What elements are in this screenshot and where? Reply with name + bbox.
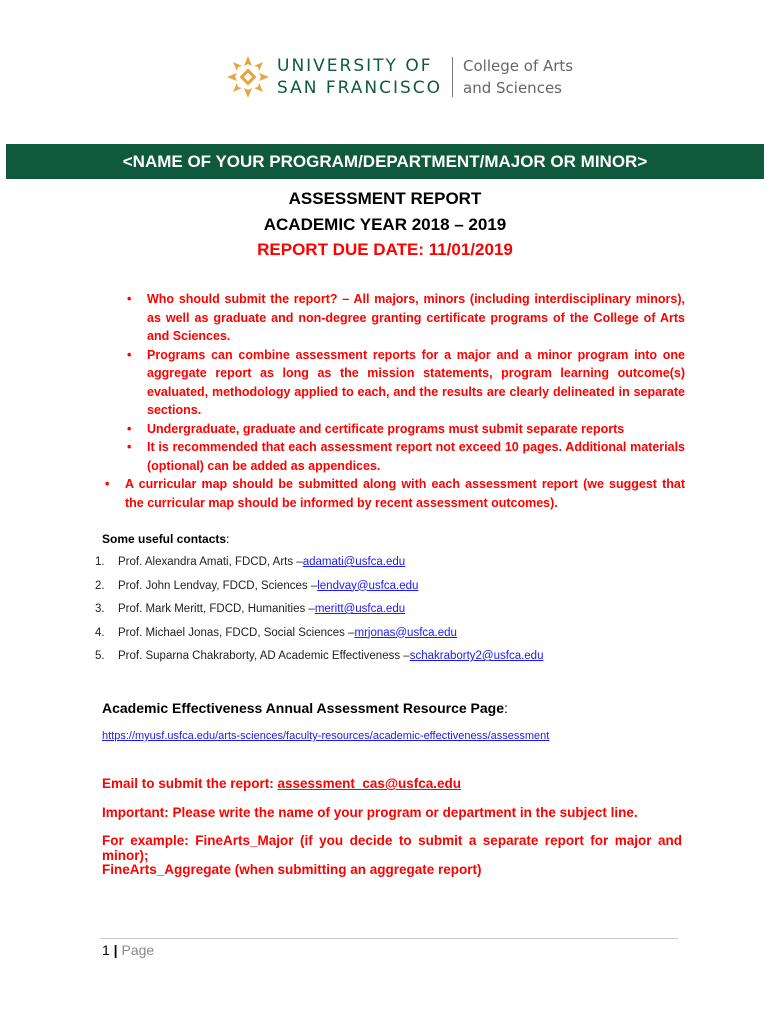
logo-university-line1: UNIVERSITY OF bbox=[277, 56, 433, 76]
list-item: • A curricular map should be submitted along with each assessment report (we suggest that the curricular map should be informed by recent assessment outcomes). bbox=[105, 477, 685, 510]
logo-college-line2: and Sciences bbox=[463, 79, 562, 97]
email-link[interactable]: mrjonas@usfca.edu bbox=[354, 626, 457, 639]
example-note: For example: FineArts_Major (if you decide to submit a separate report for major and minor); bbox=[102, 833, 682, 863]
list-item: 5. Prof. Suparna Chakraborty, AD Academic Effectiveness – schakraborty2@usfca.edu bbox=[95, 650, 543, 674]
list-item: 2. Prof. John Lendvay, FDCD, Sciences – lendvay@usfca.edu bbox=[95, 580, 543, 604]
bullet-icon: • bbox=[127, 440, 132, 454]
page-number: 1 bbox=[102, 942, 110, 958]
list-item: • Who should submit the report? – All majors, minors (including interdisciplinary minors), as well as graduate and non-degree granting certificate programs of the College of Arts and Sciences. bbox=[127, 292, 685, 343]
list-item: 1. Prof. Alexandra Amati, FDCD, Arts – adamati@usfca.edu bbox=[95, 556, 543, 580]
list-item: 4. Prof. Michael Jonas, FDCD, Social Sciences – mrjonas@usfca.edu bbox=[95, 627, 543, 651]
resource-heading: Academic Effectiveness Annual Assessment Resource Page: bbox=[102, 700, 508, 716]
list-item: • Undergraduate, graduate and certificate programs must submit separate reports bbox=[105, 420, 685, 439]
logo-divider bbox=[452, 57, 453, 97]
list-item: • It is recommended that each assessment report not exceed 10 pages. Additional materials (optional) can be added as appendices. bbox=[127, 440, 685, 473]
list-item: • Programs can combine assessment reports for a major and a minor program into one aggregate report as long as the mission statements, program learning outcome(s) evaluated, methodology applied to each, and the results are clearly delineated in separate sections. bbox=[127, 347, 685, 417]
instructions-list bbox=[105, 290, 685, 512]
bullet-icon: • bbox=[127, 292, 132, 306]
email-line: Email to submit the report: assessment_cas@usfca.edu bbox=[102, 776, 462, 791]
academic-year: ACADEMIC YEAR 2018 – 2019 bbox=[263, 215, 507, 234]
submission-instructions bbox=[102, 776, 682, 890]
bullet-icon: • bbox=[127, 347, 132, 362]
due-date: REPORT DUE DATE: 11/01/2019 bbox=[257, 240, 513, 259]
submission-email-link[interactable]: assessment_cas@usfca.edu bbox=[277, 776, 462, 791]
report-title: ASSESSMENT REPORT bbox=[288, 189, 482, 208]
contacts-heading: Some useful contacts: bbox=[102, 532, 230, 546]
logo-university-line2: SAN FRANCISCO bbox=[277, 78, 443, 98]
program-name-banner: <NAME OF YOUR PROGRAM/DEPARTMENT/MAJOR OR MINOR> bbox=[6, 144, 764, 179]
page-footer: 1 | Page bbox=[102, 942, 155, 958]
footer-divider bbox=[100, 938, 678, 939]
email-link[interactable]: schakraborty2@usfca.edu bbox=[409, 650, 544, 662]
bullet-icon: • bbox=[105, 477, 110, 491]
usf-logo bbox=[225, 52, 573, 102]
aggregate-note: FineArts_Aggregate (when submitting an aggregate report) bbox=[102, 861, 482, 877]
email-link[interactable]: lendvay@usfca.edu bbox=[317, 579, 419, 592]
resource-page-link[interactable]: https://myusf.usfca.edu/arts-sciences/faculty-resources/academic-effectiveness/assessment bbox=[102, 730, 550, 742]
page-label: Page bbox=[121, 942, 155, 958]
list-item: 3. Prof. Mark Meritt, FDCD, Humanities – meritt@usfca.edu bbox=[95, 603, 543, 627]
bullet-icon: • bbox=[127, 421, 132, 436]
usf-crest-icon bbox=[225, 54, 271, 100]
important-note: Important: Please write the name of your program or department in the subject line. bbox=[102, 804, 638, 820]
email-link[interactable]: adamati@usfca.edu bbox=[302, 556, 406, 568]
email-link[interactable]: meritt@usfca.edu bbox=[314, 603, 406, 615]
contacts-list bbox=[95, 556, 543, 674]
logo-college-line1: College of Arts bbox=[463, 57, 574, 75]
